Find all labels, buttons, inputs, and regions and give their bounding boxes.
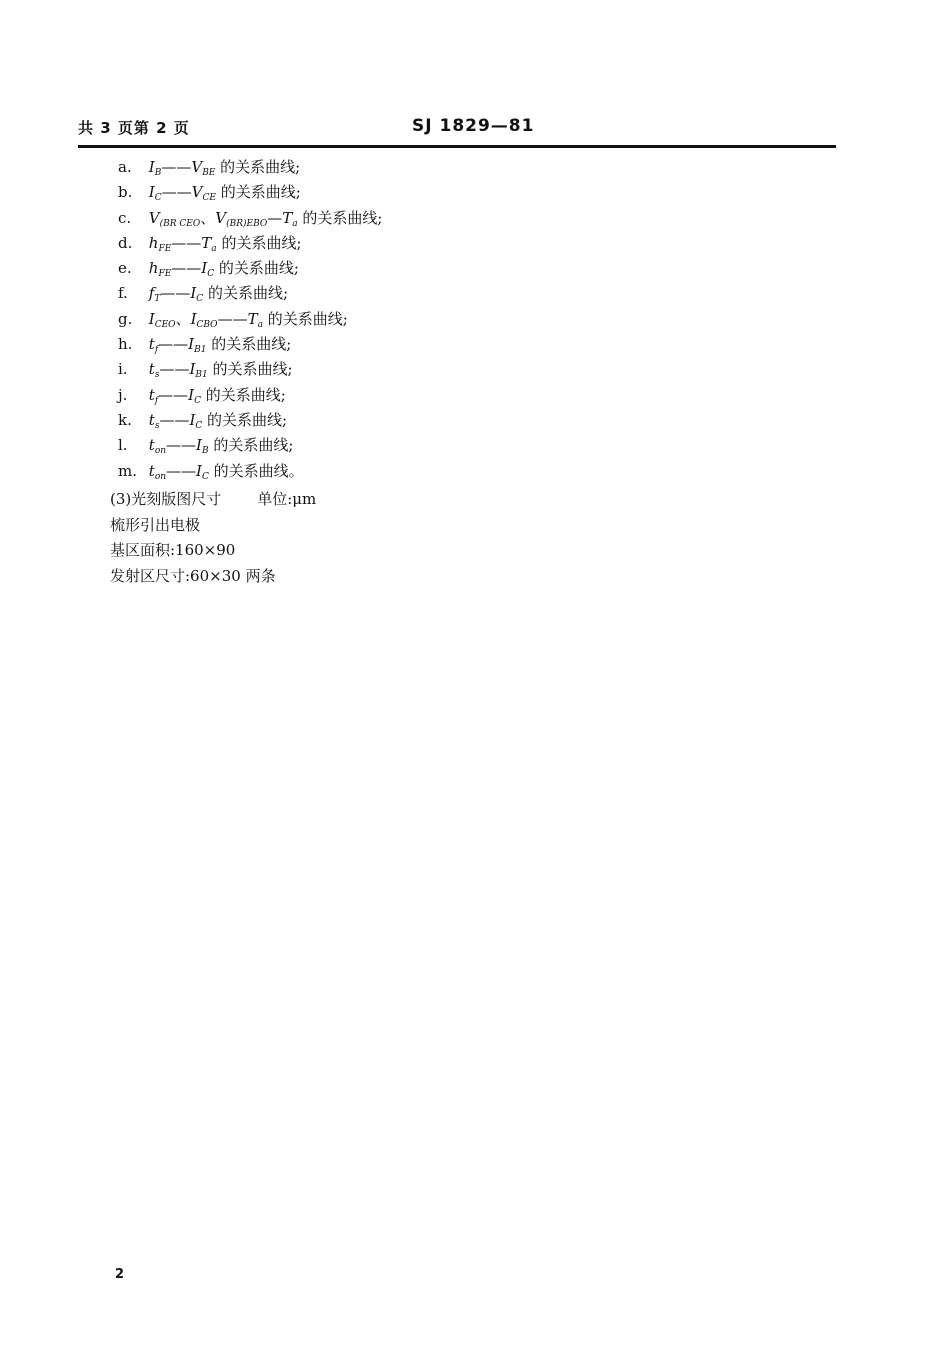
list-item [118,383,382,408]
list-item [118,408,382,433]
list-item [118,332,382,357]
item-label: c. [118,208,132,227]
base-area-line: 基区面积:160×90 [110,541,236,559]
item-text: 的关系曲线; [302,208,383,227]
symbol: V [191,183,203,202]
dash: —— [166,461,197,480]
item-label: d. [118,233,133,252]
subscript: f [154,395,159,406]
symbol: I [201,259,208,278]
unit-note: 单位:μm [257,490,317,508]
symbol: I [188,385,195,404]
subscript: f [154,345,159,356]
subscript: a [292,218,298,229]
symbol: h [148,233,159,252]
symbol: t [148,385,155,404]
symbol: I [190,284,197,303]
list-item [118,180,382,205]
page-number: 2 [115,1267,125,1282]
subscript: CEO [154,319,176,330]
item-label: a. [118,158,132,176]
dash: —— [171,233,202,252]
symbol: I [196,436,202,455]
item-text: 的关系曲线; [211,335,292,354]
item-label: f. [118,284,128,303]
subscript: B1 [194,345,207,356]
header-rule [78,145,836,148]
subscript: (BR)EBO [226,218,268,229]
symbol: T [282,208,293,227]
electrode-line: 梳形引出电极 [110,515,201,534]
item-label: j. [118,385,128,404]
dash: —— [161,158,192,176]
dash: —— [160,284,191,303]
item-label: h. [118,335,133,354]
symbol: I [148,183,155,202]
dash: —— [158,385,189,404]
subscript: on [154,471,167,482]
symbol: V [148,208,160,227]
list-item [118,231,382,256]
subscript: C [196,294,204,305]
list-item [118,459,382,484]
separator: 、 [200,208,216,227]
subscript: C [154,193,162,204]
list-item [118,357,382,382]
item-label: g. [118,309,133,328]
symbol: T [247,309,258,328]
item-text: 的关系曲线; [207,410,288,429]
dash: —— [166,436,197,455]
symbol: t [148,335,155,354]
subscript: B1 [195,370,208,381]
separator: 、 [175,309,191,328]
item-text: 的关系曲线; [212,360,293,379]
symbol: t [148,461,155,480]
symbol: I [148,158,155,176]
item-text: 的关系曲线; [220,158,301,176]
symbol: I [189,360,196,379]
subscript: C [195,420,203,431]
subscript: B [201,446,209,457]
section-title: (3)光刻版图尺寸 [110,490,222,508]
item-label: l. [118,436,128,455]
dash: — [267,208,283,227]
symbol: f [148,284,155,303]
list-item [118,206,382,231]
subscript: B [154,168,162,178]
curve-list [118,155,382,484]
subscript: C [207,269,215,280]
page-info: 共 3 页第 2 页 [78,119,190,137]
subscript: FE [158,269,172,280]
symbol: I [190,309,197,328]
symbol: I [196,461,202,480]
subscript: C [201,471,209,482]
item-text: 的关系曲线; [267,309,348,328]
symbol: t [148,410,155,429]
list-item [118,281,382,306]
dash: —— [161,183,192,202]
dash: —— [159,410,190,429]
symbol: I [148,309,155,328]
item-text: 的关系曲线; [205,385,286,404]
symbol: I [188,335,195,354]
item-text: 的关系曲线; [207,284,289,303]
dash: —— [217,309,248,328]
subscript: FE [158,243,172,254]
list-item [118,433,382,458]
subscript: on [154,446,167,457]
dash: —— [158,335,189,354]
item-label: e. [118,259,132,278]
list-item [118,256,382,281]
item-text: 的关系曲线。 [213,461,304,480]
dash: —— [171,259,202,278]
symbol: V [191,158,203,176]
item-label: b. [118,183,133,202]
symbol: t [148,360,155,379]
list-item [118,155,382,180]
list-item [118,307,382,332]
symbol: h [148,259,159,278]
subscript: s [154,420,160,431]
item-label: i. [118,360,128,379]
item-text: 的关系曲线; [213,436,294,455]
subscript: T [154,294,161,305]
symbol: I [189,410,196,429]
item-label: k. [118,410,132,429]
layout-spec [110,487,316,589]
symbol: t [148,436,155,455]
symbol: T [201,233,212,252]
subscript: a [211,243,217,254]
item-text: 的关系曲线; [221,233,302,252]
section-heading [110,487,316,513]
subscript: BE [202,168,216,178]
subscript: CBO [196,319,218,330]
item-text: 的关系曲线; [218,259,299,278]
standard-code: SJ 1829—81 [412,116,535,136]
subscript: CE [202,193,216,204]
dash: —— [159,360,190,379]
subscript: a [257,319,263,330]
emitter-size-line: 发射区尺寸:60×30 两条 [110,566,276,585]
subscript: C [194,395,201,406]
item-text: 的关系曲线; [220,183,301,202]
subscript: (BR CEO [159,218,201,229]
subscript: s [154,370,160,381]
item-label: m. [118,461,137,480]
symbol: V [215,208,227,227]
